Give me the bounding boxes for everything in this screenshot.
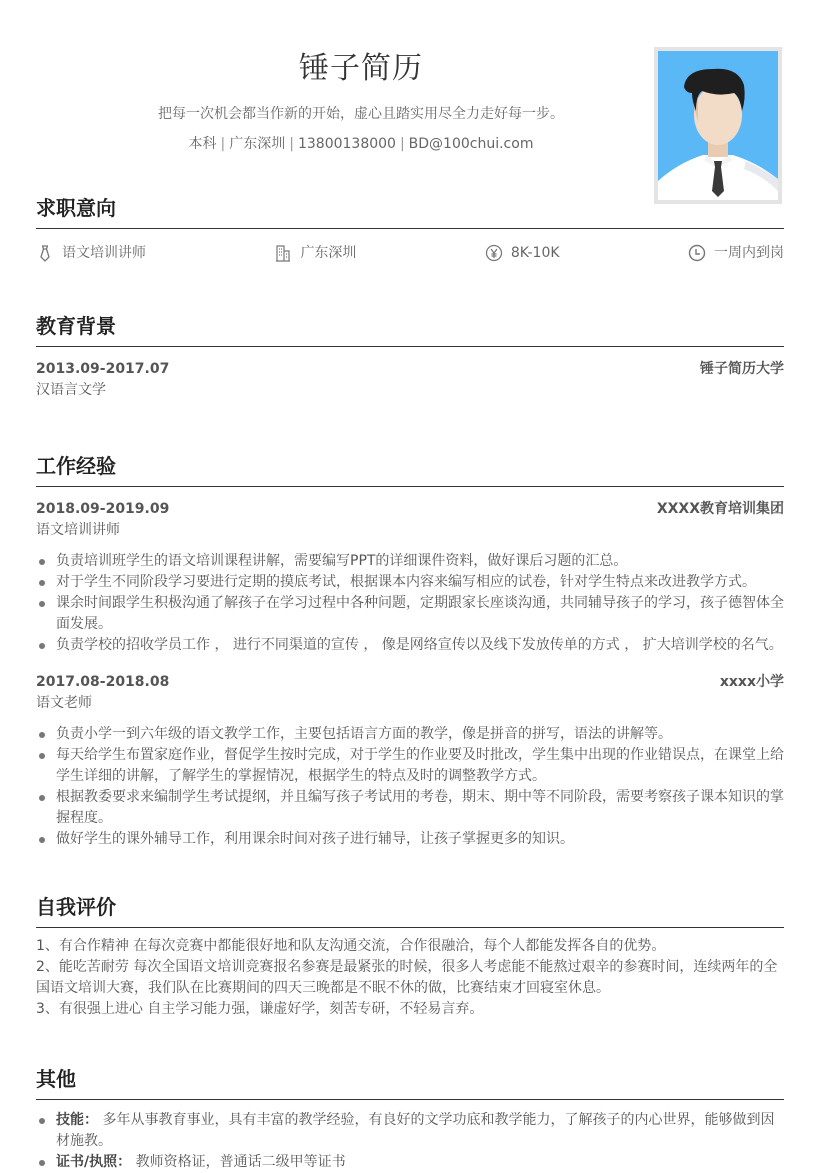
section-title: 教育背景	[36, 312, 784, 347]
self-eval-line: 1、有合作精神 在每次竞赛中都能很好地和队友沟通交流，合作很融洽，每个人都能发挥各自的优势。	[36, 938, 666, 954]
list-item: 负责学校的招收学员工作 ， 进行不同渠道的宣传 ， 像是网络宣传以及线下发放传单的方式 ， 扩大培训学校的名气。	[36, 635, 784, 656]
list-item: 做好学生的课外辅导工作，利用课余时间对孩子进行辅导，让孩子掌握更多的知识。	[36, 829, 784, 850]
work-entry-head	[36, 672, 784, 692]
list-item: 负责小学一到六年级的语文教学工作，主要包括语言方面的教学，像是拼音的拼写，语法的讲解等。	[36, 724, 784, 745]
list-item: 对于学生不同阶段学习要进行定期的摸底考试，根据课本内容来编写相应的试卷，针对学生特点来改进教学方式。	[36, 572, 784, 593]
section-title: 其他	[36, 1065, 784, 1100]
intent-row	[36, 243, 784, 263]
divider: |	[289, 136, 294, 152]
work-bullets	[36, 724, 784, 850]
intent-position	[36, 243, 146, 263]
other-item-text: 教师资格证，普通话二级甲等证书	[135, 1154, 346, 1170]
intent-city	[274, 243, 356, 263]
section-self-evaluation	[36, 893, 784, 1020]
section-work	[36, 452, 784, 850]
divider: |	[220, 136, 226, 152]
self-eval-body	[36, 936, 784, 1020]
list-item: 根据教委要求来编制学生考试提纲，并且编写孩子考试用的考卷，期末、期中等不同阶段，需要考察孩子课本知识的掌握程度。	[36, 787, 784, 829]
intent-city-label: 广东深圳	[300, 245, 357, 261]
work-entry-head	[36, 499, 784, 519]
tie-icon	[36, 244, 54, 262]
list-item	[36, 1110, 784, 1152]
contact-line	[36, 134, 686, 154]
email: BD@100chui.com	[408, 136, 534, 152]
intent-availability	[688, 243, 784, 263]
other-item-label: 证书/执照：	[56, 1154, 132, 1170]
list-item: 每天给学生布置家庭作业，督促学生按时完成，对于学生的作业要及时批改，学生集中出现的作业错误点，在课堂上给学生详细的讲解，了解学生的掌握情况，根据学生的特点及时的调整教学方式。	[36, 745, 784, 787]
location: 广东深圳	[229, 136, 286, 152]
work-period: 2017.08-2018.08	[36, 674, 170, 690]
work-role: 语文培训讲师	[36, 522, 120, 538]
avatar-photo	[654, 47, 782, 204]
other-bullets	[36, 1110, 784, 1173]
avatar-illustration-icon	[658, 51, 778, 200]
list-item	[36, 1152, 784, 1173]
clock-icon	[688, 244, 706, 262]
work-bullets	[36, 551, 784, 656]
work-period: 2018.09-2019.09	[36, 501, 170, 517]
list-item: 课余时间跟学生积极沟通了解孩子在学习过程中各种问题，定期跟家长座谈沟通，共同辅导孩子的学习，孩子德智体全面发展。	[36, 593, 784, 635]
education-school: 锤子简历大学	[700, 361, 784, 377]
intent-position-label: 语文培训讲师	[62, 245, 146, 261]
self-eval-line: 2、能吃苦耐劳 每次全国语文培训竞赛报名参赛是最紧张的时候，很多人考虑能不能熬过艰辛的参赛时间，连续两年的全国语文培训大赛，我们队在比赛期间的四天三晚都是不眠不休的做，比赛结束才回寝室休息。	[36, 959, 778, 996]
section-education	[36, 312, 784, 401]
phone: 13800138000	[297, 136, 396, 152]
intent-availability-label: 一周内到岗	[713, 245, 784, 261]
list-item: 负责培训班学生的语文培训课程讲解，需要编写PPT的详细课件资料，做好课后习题的汇总。	[36, 551, 784, 572]
resume-name: 锤子简历	[299, 51, 423, 86]
other-item-label: 技能：	[56, 1112, 98, 1128]
yen-icon	[485, 244, 503, 262]
self-eval-line: 3、有很强上进心 自主学习能力强，谦虚好学，刻苦专研，不轻易言弃。	[36, 1001, 484, 1017]
intent-salary	[485, 243, 560, 263]
divider: |	[399, 136, 405, 152]
work-company: XXXX教育培训集团	[656, 501, 784, 517]
section-other	[36, 1065, 784, 1173]
resume-header	[36, 48, 686, 154]
section-title: 自我评价	[36, 893, 784, 928]
education-level: 本科	[188, 136, 217, 152]
work-role: 语文老师	[36, 695, 92, 711]
work-company: xxxx小学	[719, 674, 784, 690]
section-title: 求职意向	[36, 194, 784, 229]
section-title: 工作经验	[36, 452, 784, 487]
resume-motto: 把每一次机会都当作新的开始，虚心且踏实用尽全力走好每一步。	[158, 106, 564, 122]
education-period: 2013.09-2017.07	[36, 361, 170, 377]
section-job-intent	[36, 194, 784, 263]
other-item-text: 多年从事教育事业，具有丰富的教学经验，有良好的文学功底和教学能力，了解孩子的内心世界，能够做到因材施教。	[56, 1112, 775, 1149]
education-major: 汉语言文学	[36, 382, 106, 398]
education-entry-head	[36, 359, 784, 379]
intent-salary-label: 8K-10K	[510, 245, 560, 261]
building-icon	[274, 244, 292, 262]
